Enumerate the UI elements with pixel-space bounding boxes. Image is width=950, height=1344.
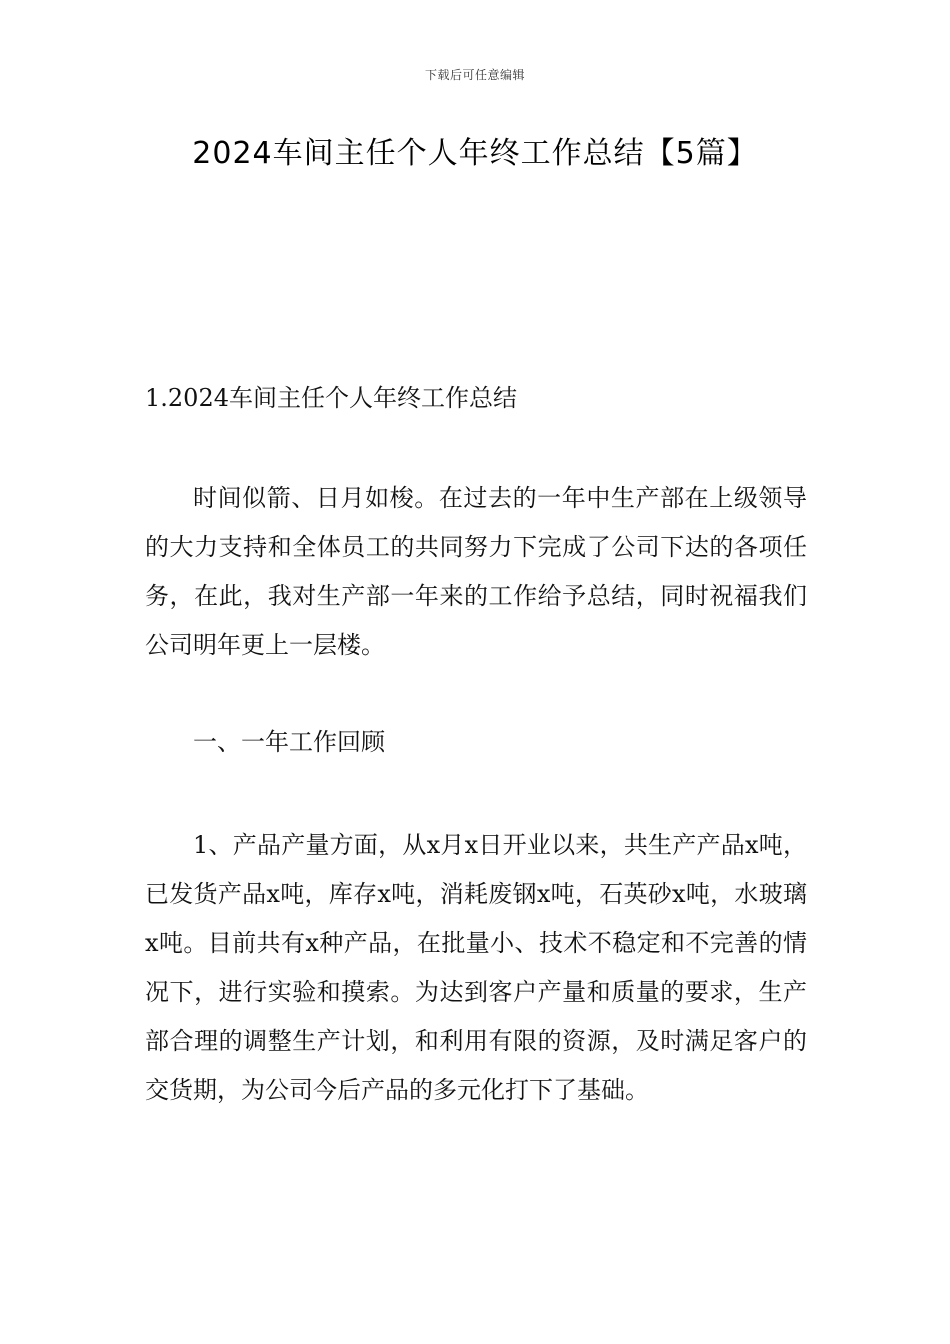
- paragraph-production: 1、产品产量方面，从x月x日开业以来，共生产产品x吨，已发货产品x吨，库存x吨，消耗废钢x吨，石英砂x吨，水玻璃x吨。目前共有x种产品，在批量小、技术不稳定和不完善的情况下，进行实验和摸索。为达到客户产量和质量的要求，生产部合理的调整生产计划，和利用有限的资源，及时满足客户的交货期，为公司今后产品的多元化打下了基础。: [145, 831, 807, 1104]
- document-title: 2024车间主任个人年终工作总结【5篇】: [192, 136, 758, 171]
- paragraph-intro: 时间似箭、日月如梭。在过去的一年中生产部在上级领导的大力支持和全体员工的共同努力下完成了公司下达的各项任务，在此，我对生产部一年来的工作给予总结，同时祝福我们公司明年更上一层楼。: [145, 484, 807, 659]
- header-note: 下载后可任意编辑: [424, 68, 525, 82]
- heading-year-review: 一、一年工作回顾: [193, 728, 385, 756]
- section-title: 1.2024车间主任个人年终工作总结: [145, 384, 517, 412]
